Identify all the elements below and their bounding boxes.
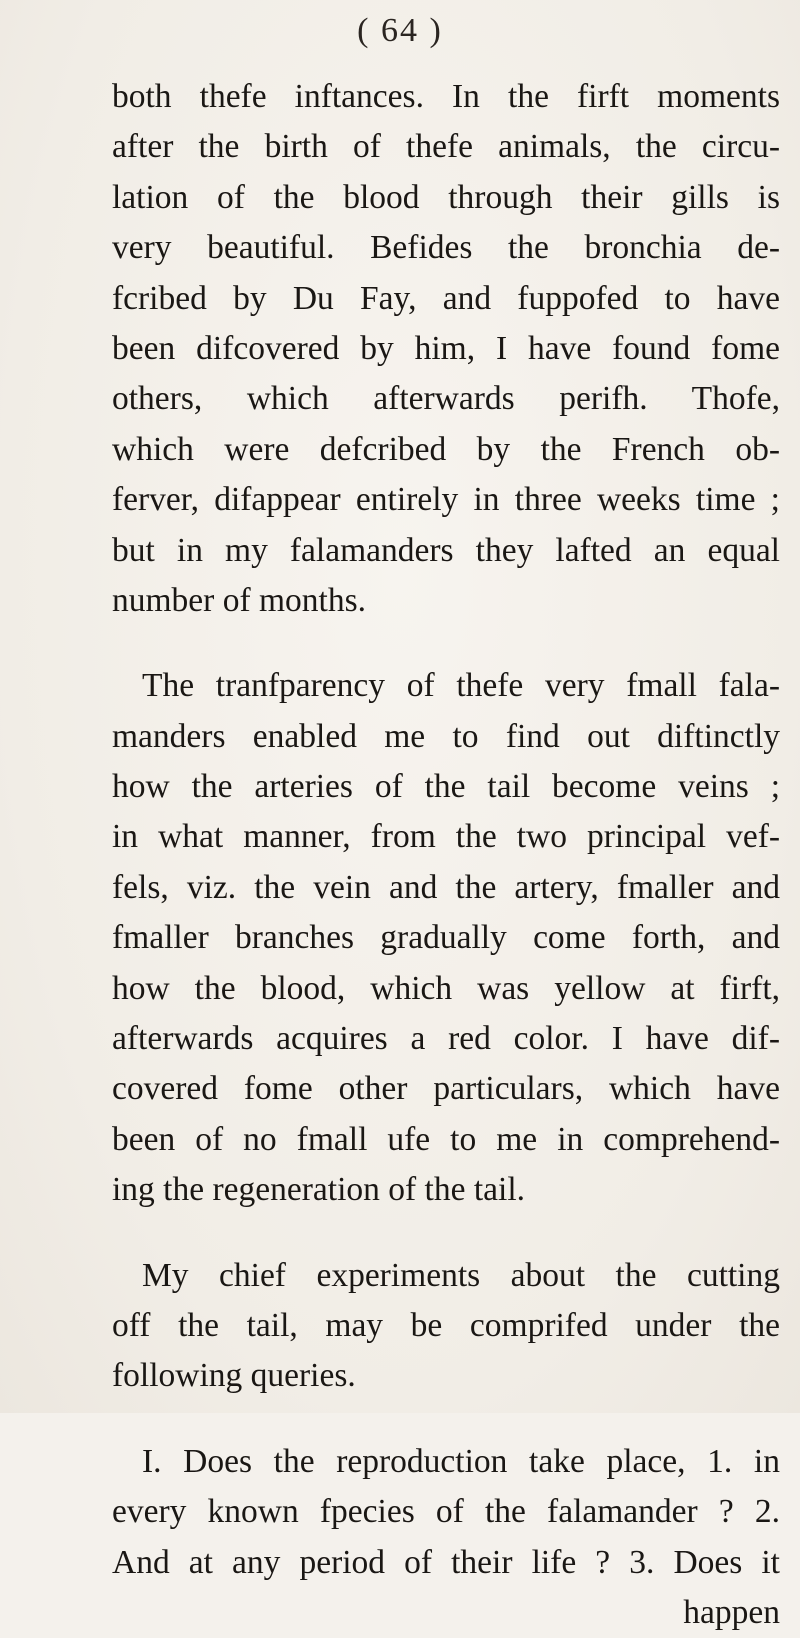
text-line: every known fpecies of the falamander ? 2. [112, 1493, 780, 1531]
text-line: both thefe inftances. In the firft moments [112, 78, 780, 115]
text-line: fmaller branches gradually come forth, and [112, 919, 780, 957]
text-line: others, which afterwards perifh. Thofe, [112, 380, 780, 418]
text-line: lation of the blood through their gills is [112, 178, 780, 216]
paragraph-3 [112, 1251, 800, 1402]
paragraph-1 [112, 72, 800, 626]
text-line: following queries. [112, 1357, 356, 1395]
text-line: manders enabled me to find out diftinctly [112, 717, 780, 755]
paragraph-2 [112, 661, 800, 1215]
text-line: which were defcribed by the French ob- [112, 430, 780, 468]
text-line: very beautiful. Befides the bronchia de- [112, 229, 780, 267]
text-line: number of months. [112, 581, 367, 619]
text-line: been difcovered by him, I have found fome [112, 329, 780, 367]
page-number: ( 64 ) [357, 12, 443, 49]
text-line: how the arteries of the tail become veins ; [112, 768, 780, 806]
catchword: happen [683, 1593, 780, 1631]
text-line: but in my falamanders they lafted an equal [112, 531, 780, 569]
text-line: covered fome other particulars, which have [112, 1070, 780, 1108]
text-line: after the birth of thefe animals, the circu- [112, 128, 780, 166]
paragraph-4 [112, 1437, 800, 1638]
text-line: fels, viz. the vein and the artery, fmaller and [112, 868, 780, 906]
text-line: The tranfparency of thefe very fmall fala- [142, 667, 780, 705]
text-line: ferver, difappear entirely in three weeks time ; [112, 481, 780, 519]
text-line: how the blood, which was yellow at firft, [112, 969, 780, 1007]
text-line: been of no fmall ufe to me in comprehend- [112, 1120, 780, 1158]
text-line: afterwards acquires a red color. I have dif- [112, 1020, 780, 1058]
text-line: fcribed by Du Fay, and fuppofed to have [112, 279, 780, 317]
text-line: in what manner, from the two principal vef- [112, 818, 780, 856]
text-line: ing the regeneration of the tail. [112, 1171, 526, 1209]
text-line: My chief experiments about the cutting [142, 1256, 780, 1294]
text-line: I. Does the reproduction take place, 1. in [142, 1442, 780, 1480]
text-line: And at any period of their life ? 3. Does it [112, 1543, 780, 1581]
body-text [112, 72, 800, 1638]
text-line: off the tail, may be comprifed under the [112, 1306, 780, 1344]
